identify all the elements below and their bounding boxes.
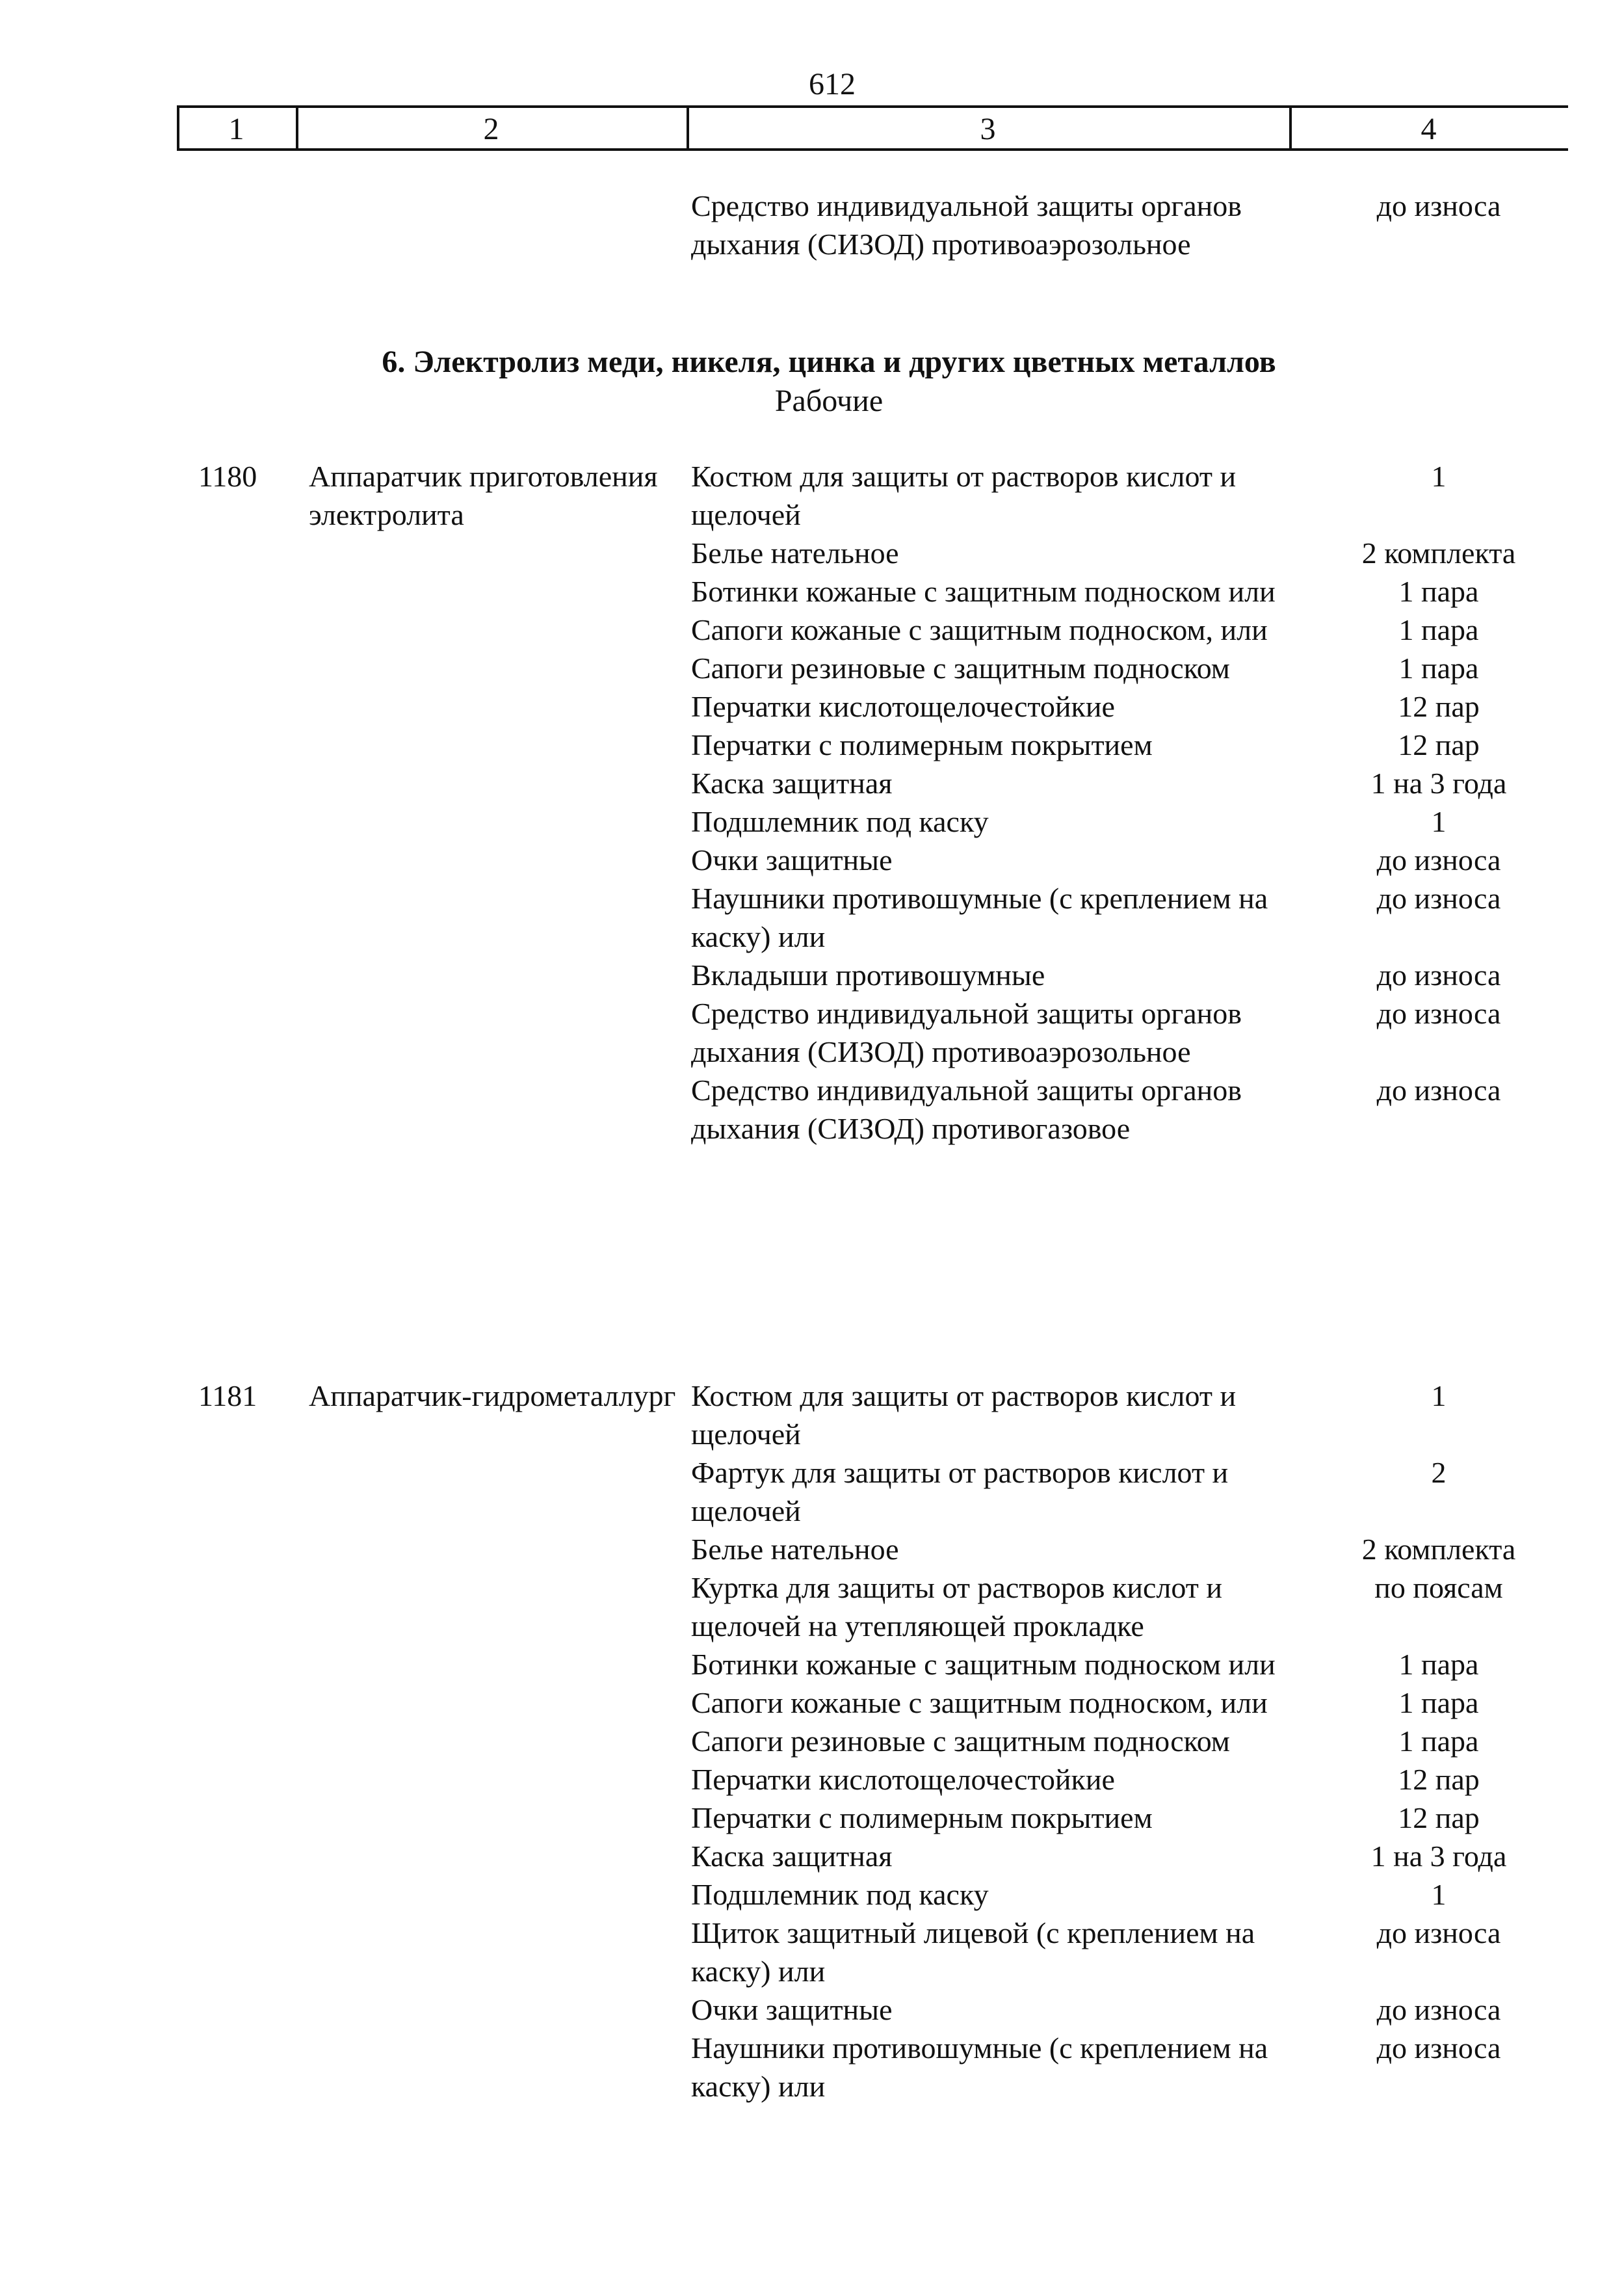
item-row <box>691 687 1575 726</box>
item-row <box>691 1683 1575 1722</box>
item-norm: по поясам <box>1374 1571 1503 1604</box>
entry-1180 <box>198 457 1575 1148</box>
item-norm: 1 пара <box>1398 613 1479 646</box>
item-row <box>691 1990 1575 2029</box>
entry-items <box>691 457 1575 1148</box>
item-row <box>691 572 1575 611</box>
item-name: Перчатки кислотощелочестойкие <box>691 690 1115 723</box>
column-header-row <box>177 105 1567 151</box>
item-norm: до износа <box>1376 997 1501 1030</box>
item-name: Наушники противошумные (с креплением на каску) или <box>691 882 1268 953</box>
item-name: Белье нательное <box>691 1533 899 1566</box>
item-name: Сапоги кожаные с защитным подноском, или <box>691 613 1268 646</box>
item-row <box>691 1799 1575 1837</box>
item-name: Фартук для защиты от растворов кислот и щелочей <box>691 1456 1229 1527</box>
item-row <box>691 1837 1575 1875</box>
item-norm: 2 <box>1431 1456 1447 1489</box>
item-norm: до износа <box>1376 882 1501 915</box>
header-top-rule <box>177 105 1568 108</box>
item-row <box>691 841 1575 879</box>
item-name: Очки защитные <box>691 843 893 877</box>
item-row <box>691 534 1575 572</box>
header-col-3: 3 <box>980 112 996 146</box>
item-name: Очки защитные <box>691 1993 893 2026</box>
item-name: Щиток защитный лицевой (с креплением на каску) или <box>691 1916 1255 1988</box>
item-row <box>691 1071 1575 1148</box>
item-norm: до износа <box>1376 1074 1501 1107</box>
item-norm: 1 пара <box>1398 1686 1479 1719</box>
item-row <box>691 1530 1575 1568</box>
entry-number: 1180 <box>198 460 257 493</box>
item-name: Каска защитная <box>691 767 893 800</box>
item-norm: до износа <box>1376 958 1501 992</box>
item-row <box>691 2029 1575 2105</box>
entry-profession: Аппаратчик приготовления электролита <box>309 460 658 531</box>
item-norm: 12 пар <box>1398 1763 1480 1796</box>
item-norm: 12 пар <box>1398 728 1480 761</box>
item-name: Вкладыши противошумные <box>691 958 1045 992</box>
item-norm: 1 <box>1431 1878 1447 1911</box>
item-row <box>691 994 1575 1071</box>
item-name: Куртка для защиты от растворов кислот и щелочей на утепляющей прокладке <box>691 1571 1222 1643</box>
item-name: Средство индивидуальной защиты органов дыхания (СИЗОД) противоаэрозольное <box>691 189 1242 261</box>
item-row <box>691 1875 1575 1914</box>
item-row <box>691 1722 1575 1760</box>
item-name: Сапоги резиновые с защитным подноском <box>691 1724 1230 1758</box>
item-name: Костюм для защиты от растворов кислот и щелочей <box>691 460 1237 531</box>
item-row <box>691 1645 1575 1683</box>
item-row <box>691 1453 1575 1530</box>
page-number: 612 <box>809 67 856 101</box>
item-name: Подшлемник под каску <box>691 1878 989 1911</box>
entry-number: 1181 <box>198 1379 257 1412</box>
entry-1181 <box>198 1377 1575 2105</box>
header-col-2: 2 <box>483 112 499 146</box>
item-norm: 12 пар <box>1398 690 1480 723</box>
item-name: Наушники противошумные (с креплением на каску) или <box>691 2031 1268 2103</box>
item-norm: 1 <box>1431 460 1447 493</box>
item-norm: 2 комплекта <box>1361 536 1516 570</box>
header-col-4: 4 <box>1421 112 1437 146</box>
item-name: Сапоги кожаные с защитным подноском, или <box>691 1686 1268 1719</box>
entry-items <box>691 1377 1575 2105</box>
item-norm: до износа <box>1376 843 1501 877</box>
item-name: Ботинки кожаные с защитным подноском или <box>691 1648 1276 1681</box>
item-row <box>691 649 1575 687</box>
item-norm: 2 комплекта <box>1361 1533 1516 1566</box>
item-name: Средство индивидуальной защиты органов дыхания (СИЗОД) противоаэрозольное <box>691 997 1242 1068</box>
item-name: Перчатки с полимерным покрытием <box>691 1801 1153 1834</box>
item-row <box>691 802 1575 841</box>
item-name: Каска защитная <box>691 1840 893 1873</box>
item-norm: до износа <box>1376 1993 1501 2026</box>
item-norm: до износа <box>1376 1916 1501 1949</box>
item-name: Ботинки кожаные с защитным подноском или <box>691 575 1276 608</box>
section-title: 6. Электролиз меди, никеля, цинка и других цветных металлов <box>382 345 1276 379</box>
item-norm: 1 пара <box>1398 1648 1479 1681</box>
carryover-item-row <box>198 187 1575 263</box>
item-norm: 1 <box>1431 1379 1447 1412</box>
item-row <box>691 726 1575 764</box>
item-name: Сапоги резиновые с защитным подноском <box>691 652 1230 685</box>
item-norm: 1 пара <box>1398 1724 1479 1758</box>
item-row <box>691 1914 1575 1990</box>
header-col-1: 1 <box>228 112 244 146</box>
item-row <box>691 457 1575 534</box>
item-name: Перчатки с полимерным покрытием <box>691 728 1153 761</box>
section-heading <box>195 343 1463 421</box>
item-row <box>691 879 1575 956</box>
item-norm: 1 на 3 года <box>1370 1840 1507 1873</box>
item-name: Костюм для защиты от растворов кислот и щелочей <box>691 1379 1237 1451</box>
item-norm: до износа <box>1376 2031 1501 2065</box>
item-row <box>691 1568 1575 1645</box>
item-row <box>691 1377 1575 1453</box>
item-norm: 1 <box>1431 805 1447 838</box>
item-row <box>691 1760 1575 1799</box>
item-name: Белье нательное <box>691 536 899 570</box>
item-name: Подшлемник под каску <box>691 805 989 838</box>
header-bottom-rule <box>177 148 1568 151</box>
item-name: Средство индивидуальной защиты органов дыхания (СИЗОД) противогазовое <box>691 1074 1242 1145</box>
item-norm: до износа <box>1376 189 1501 222</box>
item-norm: 1 пара <box>1398 652 1479 685</box>
item-row <box>691 764 1575 802</box>
section-subtitle: Рабочие <box>774 384 884 418</box>
item-norm: 1 на 3 года <box>1370 767 1507 800</box>
item-norm: 12 пар <box>1398 1801 1480 1834</box>
item-row <box>691 956 1575 994</box>
item-norm: 1 пара <box>1398 575 1479 608</box>
item-name: Перчатки кислотощелочестойкие <box>691 1763 1115 1796</box>
entry-profession: Аппаратчик-гидрометаллург <box>309 1379 676 1412</box>
item-row <box>691 611 1575 649</box>
